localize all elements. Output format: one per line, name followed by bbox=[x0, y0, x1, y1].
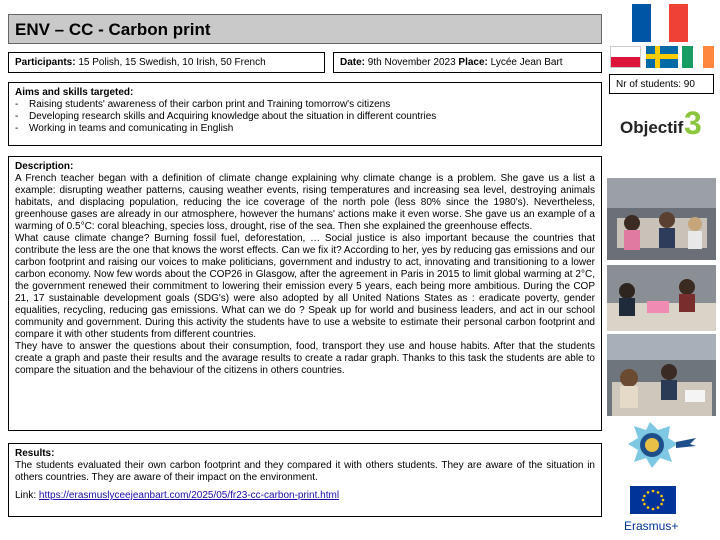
place-value: Lycée Jean Bart bbox=[490, 57, 563, 68]
description-paragraph: They have to answer the questions about their consumption, food, transport they use and house habits. After that the students create a graph and paste their results and the avarage results to create a radar graph. Thanks to this task the students are able to compare the situation and the behaviour of the citizens in others countries. bbox=[15, 341, 595, 376]
flag-sweden-icon bbox=[646, 46, 678, 68]
description-paragraph: What cause climate change? Burning fossil fuel, deforestation, … Social justice is also important because the countries that contribute the less are the one that knows the worst effects. Can we fix it? According to her, yes by reducing gas emissions and our carbon footprint and raising our voices to make politicians, government and industry to act, innovating and transitioning to a lower carbon economy. Now few words about the COP26 in Glasgow, after the agreement in Paris in 2015 to limit global warming at 2°C, the government renewed their commitment to lowering their emission every 5 years, each being more ambitious. During the COP 21, 17 sustainable development goals (SDG's) were also adopted by all United Nations States as : eradicate poverty, gender equalities, recycling, reducing gas emissions. What can we do ? Speak up for world and business leaders, and act in our school community and government. During this activity the students have to use a website to estimate their personal carbon footprint and compare it with other students from different countries. bbox=[15, 233, 595, 340]
participants-box bbox=[8, 52, 325, 73]
place-label: Place: bbox=[458, 57, 488, 68]
flag-ireland-icon bbox=[682, 46, 714, 68]
list-item: - Working in teams and comunicating in English bbox=[15, 123, 436, 135]
description-paragraph: A French teacher began with a definition of climate change explaining why climate change is a problem. She gave us a list a example: disrupting weather patterns, causing weather events, rising temperatures and increasing sea level, destroying animals habitats, and displacing population, reducing the ice coverage of the north pole (less 80% since the 1980's). Nevertheless, greenhouse gases are already in our atmosphere, however the humans' actions make it even worse. She gave us an example of a warming of 0.5°C: coral bleaching, species loss, drought, rise of the sea. Then she explained the greenhouse effects. bbox=[15, 173, 595, 232]
results-text: The students evaluated their own carbon footprint and they compared it with others students. They are aware of the situation in others countries. They are aware of their impact on the environment. bbox=[15, 460, 595, 483]
results-heading: Results: bbox=[15, 448, 55, 459]
aims-list bbox=[15, 99, 436, 135]
classroom-photo-2 bbox=[607, 265, 716, 331]
title-bar bbox=[8, 14, 602, 44]
classroom-photo-3 bbox=[607, 334, 716, 416]
date-value: 9th November 2023 bbox=[367, 57, 456, 68]
flag-poland-icon bbox=[610, 46, 641, 68]
participants-label: Participants: bbox=[15, 57, 76, 68]
school-emblem-icon bbox=[620, 420, 696, 482]
students-count: Nr of students: 90 bbox=[616, 79, 695, 90]
eu-flag-icon bbox=[630, 486, 676, 514]
description-heading: Description: bbox=[15, 161, 74, 172]
aims-heading: Aims and skills targeted: bbox=[15, 87, 134, 98]
objectif3-logo bbox=[618, 106, 714, 140]
objectif-word: Objectif bbox=[620, 118, 684, 137]
classroom-photo-1 bbox=[607, 178, 716, 260]
results-box bbox=[8, 443, 602, 517]
list-item: - Raising students' awareness of their carbon print and Training tomorrow's citizens bbox=[15, 99, 436, 111]
results-link-line bbox=[15, 490, 595, 502]
date-label: Date: bbox=[340, 57, 366, 68]
date-place-box bbox=[333, 52, 602, 73]
description-box bbox=[8, 156, 602, 431]
flag-france-icon bbox=[632, 4, 688, 42]
results-link[interactable]: https://erasmuslyceejeanbart.com/2025/05/fr23-cc-carbon-print.html bbox=[38, 490, 340, 501]
link-label: Link: bbox=[15, 490, 37, 501]
list-item: - Developing research skills and Acquiring knowledge about the situation in different countries bbox=[15, 111, 436, 123]
page-title: ENV – CC - Carbon print bbox=[15, 20, 211, 39]
aims-box bbox=[8, 82, 602, 146]
erasmus-logo-text: Erasmus+ bbox=[624, 519, 679, 533]
students-count-box bbox=[609, 74, 714, 94]
participants-value: 15 Polish, 15 Swedish, 10 Irish, 50 French bbox=[78, 57, 266, 68]
objectif-number: 3 bbox=[684, 105, 702, 141]
